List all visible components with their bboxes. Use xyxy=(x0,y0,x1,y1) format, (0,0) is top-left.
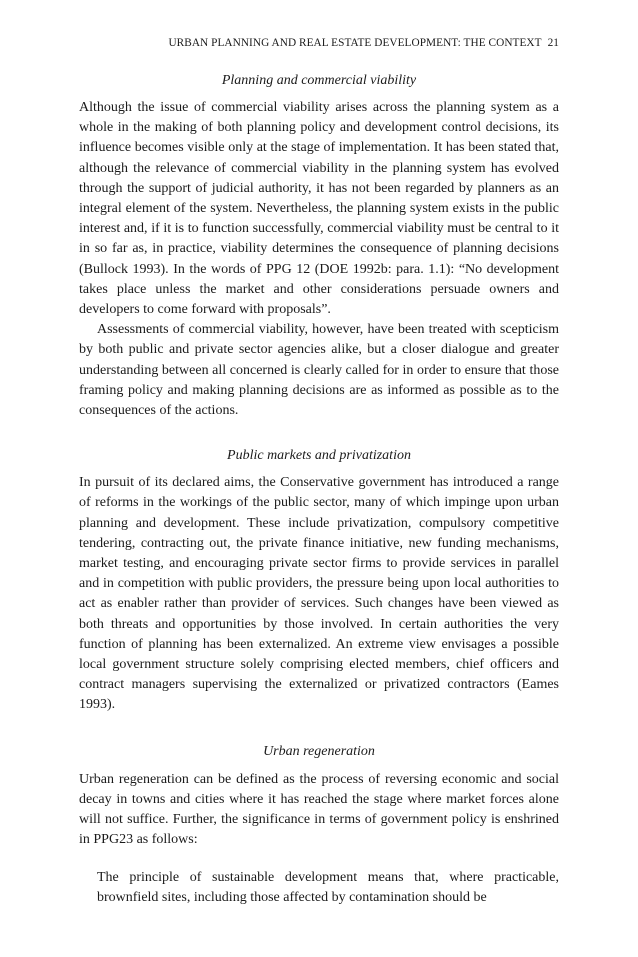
paragraph-commercial-viability-1: Although the issue of commercial viability arises across the planning system as a whole in the making of both planning policy and development control decisions, its influence becomes visible only at the stage of implementation. It has been stated that, although the relevance of commercial viability in the planning system has evolved through the support of judicial authority, it has not been regarded by planners as an integral element of the system. Nevertheless, the planning system exists in the public interest and, if it is to function successfully, commercial viability must be central to it in so far as, in practice, viability determines the consequence of planning decisions (Bullock 1993). In the words of PPG 12 (DOE 1992b: para. 1.1): “No development takes place unless the market and other considerations persuade owners and developers to come forward with proposals”. xyxy=(79,100,559,318)
section-heading-public-markets: Public markets and privatization xyxy=(227,448,411,464)
running-head-title: URBAN PLANNING AND REAL ESTATE DEVELOPMENT: THE CONTEXT xyxy=(168,37,542,49)
section-heading-commercial-viability: Planning and commercial viability xyxy=(221,73,417,88)
paragraph-urban-regeneration-1: Urban regeneration can be defined as the process of reversing economic and social decay in towns and cities where it has reached the stage where market forces alone will not suffice. Further, the significance in terms of government policy is enshrined in PPG23 as follows: xyxy=(79,771,559,848)
section-heading-urban-regeneration: Urban regeneration xyxy=(263,743,375,759)
paragraph-commercial-viability-2: Assessments of commercial viability, however, have been treated with scepticism by both public and private sector agencies alike, but a closer dialogue and greater understanding between all concerned is clearly called for in order to ensure that those framing policy and making planning decisions are as informed as possible as to the consequences of the actions. xyxy=(79,322,559,419)
page-number: 21 xyxy=(547,37,559,49)
paragraph-public-markets-1: In pursuit of its declared aims, the Conservative government has introduced a range of reforms in the workings of the public sector, many of which impinge upon urban planning and development. These include privatization, compulsory competitive tendering, contracting out, the private finance initiative, new funding mechanisms, market testing, and encouraging private sector firms to provide services in parallel and in competition with public providers, the pressure being upon local authorities to act as enabler rather than provider of services. Such changes have been viewed as both threats and opportunities by those involved. In certain authorities the very function of planning has been externalized. An extreme view envisages a possible local government structure solely comprising elected members, chief officers and contract managers supervising the externalized or privatized contractors (Eames 1993). xyxy=(79,475,559,713)
document-page xyxy=(79,36,559,908)
running-head xyxy=(79,36,559,50)
block-quote-ppg23: The principle of sustainable development means that, where practicable, brownfield sites, including those affected by contamination should be xyxy=(97,869,559,905)
